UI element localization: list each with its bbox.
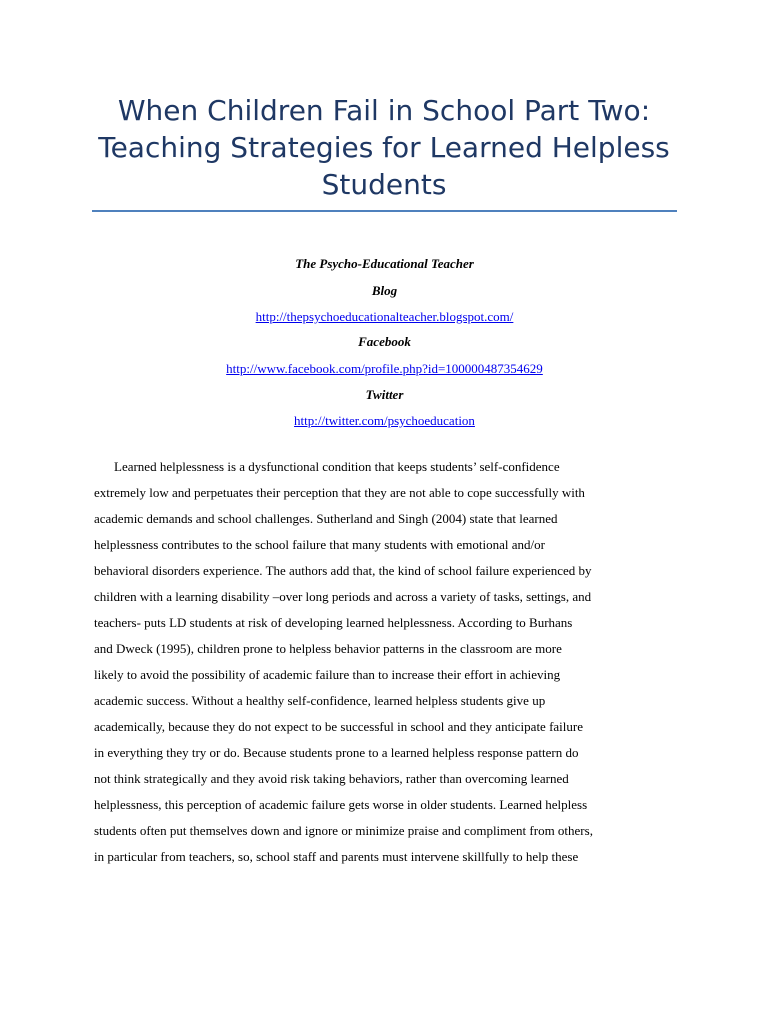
twitter-link-row (92, 413, 677, 429)
author-name: The Psycho-Educational Teacher (295, 256, 474, 271)
title-line-1: When Children Fail in School Part Two: (117, 94, 651, 127)
twitter-label: Twitter (365, 387, 404, 402)
body-line: likely to avoid the possibility of academic failure than to increase their effort in achieving (94, 667, 561, 682)
document-title (88, 92, 680, 203)
body-line: students often put themselves down and ignore or minimize praise and compliment from others, (94, 823, 593, 838)
facebook-label: Facebook (358, 334, 411, 349)
body-line: academically, because they do not expect to be successful in school and they anticipate failure (94, 719, 583, 734)
title-line-2: Teaching Strategies for Learned Helpless (98, 131, 670, 164)
blog-link-row (92, 309, 677, 325)
twitter-link[interactable]: http://twitter.com/psychoeducation (294, 413, 475, 428)
title-underline-rule (92, 210, 677, 212)
title-line-3: Students (321, 168, 447, 201)
body-line: helplessness, this perception of academic failure gets worse in older students. Learned helpless (94, 797, 588, 812)
body-line: Learned helplessness is a dysfunctional condition that keeps students’ self-confidence (114, 459, 560, 474)
blog-link[interactable]: http://thepsychoeducationalteacher.blogspot.com/ (255, 309, 514, 324)
facebook-link-row (92, 361, 677, 377)
body-line: teachers- puts LD students at risk of developing learned helplessness. According to Burhans (94, 615, 573, 630)
body-line: academic success. Without a healthy self-confidence, learned helpless students give up (94, 693, 546, 708)
blog-label: Blog (371, 283, 398, 298)
body-line: academic demands and school challenges. Sutherland and Singh (2004) state that learned (94, 511, 558, 526)
facebook-link[interactable]: http://www.facebook.com/profile.php?id=100000487354629 (226, 361, 543, 376)
body-line: children with a learning disability –over long periods and across a variety of tasks, settings, and (94, 589, 592, 604)
body-line: extremely low and perpetuates their perception that they are not able to cope successfully with (94, 485, 585, 500)
body-line: in particular from teachers, so, school staff and parents must intervene skillfully to help these (94, 849, 579, 864)
body-line: behavioral disorders experience. The authors add that, the kind of school failure experienced by (94, 563, 592, 578)
body-line: in everything they try or do. Because students prone to a learned helpless response pattern do (94, 745, 579, 760)
body-line: helplessness contributes to the school failure that many students with emotional and/or (94, 537, 545, 552)
body-line: and Dweck (1995), children prone to helpless behavior patterns in the classroom are more (94, 641, 562, 656)
body-line: not think strategically and they avoid risk taking behaviors, rather than overcoming learned (94, 771, 569, 786)
